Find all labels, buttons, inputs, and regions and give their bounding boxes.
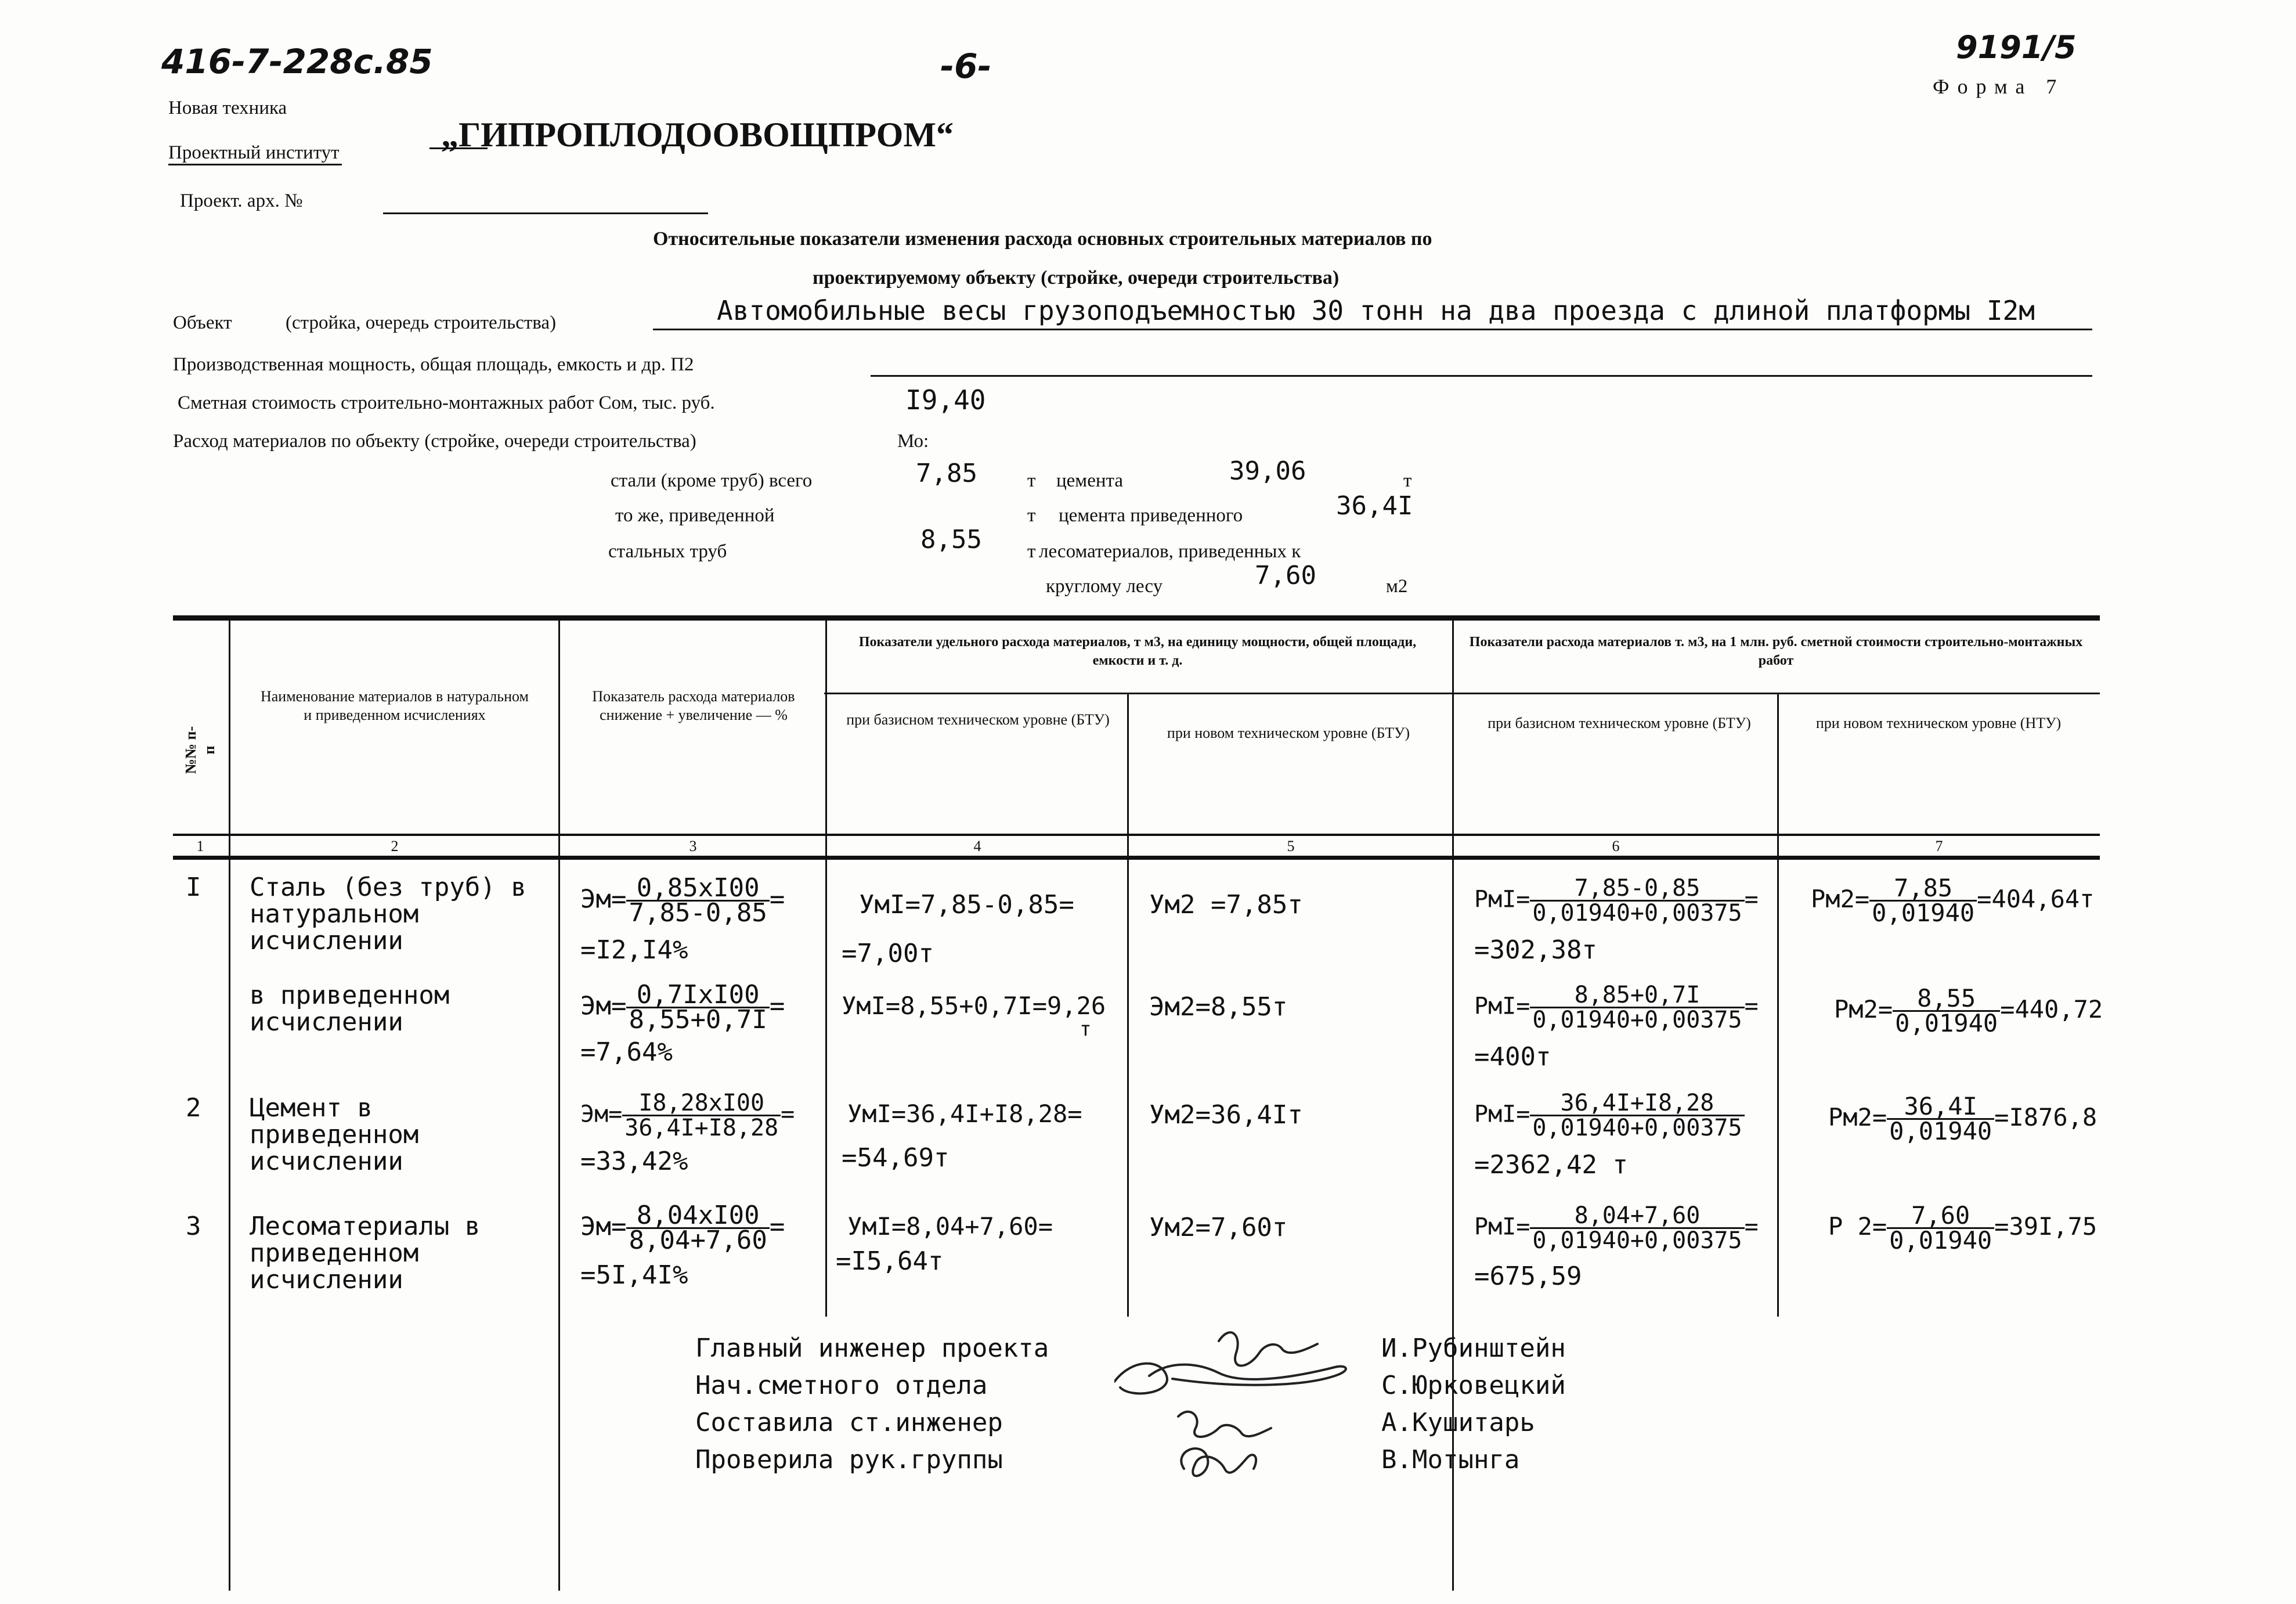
- row-1-col3-result: =I2,I4%: [580, 935, 688, 965]
- object-label: Объект: [173, 312, 232, 333]
- cement-reduced-value: 36,4I: [1336, 491, 1413, 521]
- col-divider-2: [558, 620, 560, 1591]
- header-col-number: №№ п-п: [182, 726, 218, 774]
- col-num-4: 4: [973, 838, 981, 855]
- sign-name-4: В.Мотынга: [1381, 1445, 1520, 1475]
- sign-role-2: Нач.сметного отдела: [695, 1371, 988, 1400]
- row-3-name: Лесоматериалы в приведенном исчислении: [250, 1212, 481, 1295]
- row-2-col5: Ум2=36,4Iт: [1149, 1100, 1303, 1130]
- object-underline: [653, 300, 2092, 330]
- row-2-col4-result: =54,69т: [842, 1143, 950, 1173]
- page-number: -6-: [940, 46, 992, 86]
- cement-value: 39,06: [1229, 456, 1306, 486]
- header-col-name: Наименование материалов в натуральном и приведенном исчислениях: [260, 688, 529, 723]
- sign-role-4: Проверила рук.группы: [695, 1445, 1003, 1475]
- col-divider-6: [1777, 693, 1779, 1317]
- steel-reduced-label: то же, приведенной: [615, 505, 775, 526]
- archive-number: 9191/5: [1956, 29, 2077, 66]
- row-1-name: Сталь (без труб) в натуральном исчислении: [250, 873, 526, 956]
- capacity-underline: [871, 355, 2092, 377]
- header-col-ntu-specific: при новом техническом уровне (БТУ): [1167, 724, 1410, 741]
- cement-reduced-label: цемента приведенного: [1059, 505, 1243, 526]
- archive-field-line: [383, 193, 708, 214]
- col-num-3: 3: [689, 838, 697, 855]
- handwritten-signatures: [1114, 1318, 1393, 1515]
- row-3-col5: Ум2=7,60т: [1149, 1213, 1288, 1242]
- title-line-2: проектируемому объекту (стройке, очереди строительства): [813, 267, 1340, 289]
- row-3-col3: Эм= $\frac{8,04хI00}{8,04+7,60}$ =: [580, 1201, 785, 1255]
- row-2-col6: РмI= $\frac{36,4I+I8,28}{0,01940+0,00375}$: [1474, 1091, 1745, 1140]
- row-3-number: 3: [186, 1212, 201, 1241]
- row-1-col5: Ум2 =7,85т: [1149, 890, 1303, 920]
- header-col-btu-specific: при базисном техническом уровне (БТУ): [846, 711, 1110, 728]
- group-rule: [824, 693, 2100, 694]
- cost-label: Сметная стоимость строительно-монтажных работ Сом, тыс. руб.: [178, 392, 715, 413]
- table-top-rule: [173, 615, 2100, 621]
- row-1b-col7: Рм2= $\frac{8,55}{0,01940}$ =440,72: [1834, 984, 2103, 1037]
- sign-role-1: Главный инженер проекта: [695, 1333, 1049, 1363]
- col-divider-1: [229, 620, 230, 1591]
- row-1b-col6-result: =400т: [1474, 1042, 1551, 1072]
- row-1b-col4: УмI=8,55+0,7I=9,26: [842, 992, 1106, 1020]
- header-group-cost: Показатели расхода материалов т. м3, на 1 млн. руб. сметной стоимости строительно-монтажных работ: [1469, 635, 2083, 668]
- row-3-col4-result: =I5,64т: [836, 1246, 944, 1276]
- row-2-col4: УмI=36,4I+I8,28=: [847, 1100, 1082, 1128]
- t-unit-3: т: [1027, 505, 1036, 526]
- institute-underline: [429, 147, 488, 149]
- row-2-name: Цемент в приведенном исчислении: [250, 1093, 419, 1176]
- institute-name: „ГИПРОПЛОДООВОЩПРОМ“: [441, 116, 954, 154]
- sign-name-1: И.Рубинштейн: [1381, 1333, 1566, 1363]
- pipes-label: стальных труб: [608, 541, 727, 562]
- sign-name-2: С.Юрковецкий: [1381, 1371, 1566, 1400]
- col-num-5: 5: [1287, 838, 1295, 855]
- capacity-label: Производственная мощность, общая площадь, емкость и др. П2: [173, 354, 694, 375]
- sign-name-3: А.Кушитарь: [1381, 1408, 1535, 1437]
- row-2-col3-result: =33,42%: [580, 1147, 688, 1176]
- t-unit-4: т: [1027, 541, 1036, 562]
- cement-label: цемента: [1056, 470, 1123, 491]
- col-num-7: 7: [1935, 838, 1943, 855]
- col-num-6: 6: [1612, 838, 1620, 855]
- row-1b-col3-result: =7,64%: [580, 1037, 673, 1067]
- col-num-2: 2: [391, 838, 399, 855]
- timber-label: лесоматериалов, приведенных к: [1039, 541, 1301, 562]
- steel-label: стали (кроме труб) всего: [611, 470, 813, 491]
- m2-unit: м2: [1386, 576, 1408, 597]
- row-1-col7: Рм2= $\frac{7,85}{0,01940}$ =404,64т: [1811, 874, 2095, 927]
- row-2-col6-result: =2362,42 т: [1474, 1150, 1628, 1180]
- header-col-btu-cost: при базисном техническом уровне (БТУ): [1488, 715, 1751, 731]
- row-1-col3: Эм= $\frac{0,85хI00}{7,85-0,85}$ =: [580, 873, 785, 928]
- row-1-number: I: [186, 873, 201, 902]
- object-value: Автомобильные весы грузоподъемностью 30 тонн на два проезда с длиной платформы I2м: [717, 295, 2035, 326]
- header-col-ntu-cost: при новом техническом уровне (НТУ): [1815, 715, 2062, 731]
- doc-code: 416-7-228с.85: [161, 42, 433, 81]
- number-row-rule: [173, 856, 2100, 860]
- row-1-col4-result: =7,00т: [842, 939, 934, 968]
- row-1b-col5: Эм2=8,55т: [1149, 992, 1288, 1022]
- row-3-col6: РмI= $\frac{8,04+7,60}{0,01940+0,00375}$ =: [1474, 1202, 1759, 1254]
- row-1b-col3: Эм= $\frac{\text{0,7IхI00}}{8,55+0,7I}$ =: [580, 980, 785, 1035]
- row-2-col7: Рм2= $\frac{36,4I}{0,01940}$ =I876,8: [1828, 1092, 2098, 1145]
- header-col-indicator: Показатель расхода материалов снижение + увеличение — %: [592, 688, 795, 723]
- row-1b-name: в приведенном исчислении: [250, 981, 450, 1037]
- row-1b-col6: РмI= $\frac{8,85+0,7I}{0,01940+0,00375}$ =: [1474, 982, 1759, 1033]
- form-label: Форма 7: [1933, 75, 2065, 98]
- cost-value: I9,40: [905, 384, 986, 416]
- timber-label-2: круглому лесу: [1046, 576, 1163, 597]
- title-line-1: Относительные показатели изменения расхода основных строительных материалов по: [653, 228, 1432, 250]
- header-group-specific: Показатели удельного расхода материалов, т м3, на единицу мощности, общей площади, емкости и т. д.: [858, 635, 1417, 668]
- t-unit-2: т: [1403, 470, 1412, 491]
- row-1-col4: УмI=7,85-0,85=: [859, 890, 1074, 920]
- archive-label: Проект. арх. №: [180, 190, 303, 211]
- consumption-label: Расход материалов по объекту (стройке, очереди строительства): [173, 431, 696, 452]
- object-sublabel: (стройка, очередь строительства): [286, 312, 557, 333]
- col-num-1: 1: [196, 838, 204, 855]
- row-2-number: 2: [186, 1093, 201, 1123]
- row-3-col6-result: =675,59: [1474, 1261, 1582, 1291]
- t-unit-1: т: [1027, 470, 1036, 491]
- col-divider-3: [825, 620, 827, 1317]
- steel-value: 7,85: [916, 459, 977, 488]
- timber-value: 7,60: [1255, 561, 1316, 590]
- sign-role-3: Составила ст.инженер: [695, 1408, 1003, 1437]
- row-2-col3: Эм= $\frac{I8,28хI00}{36,4I+I8,28}$ =: [580, 1090, 795, 1141]
- row-1b-col4-unit: т: [1080, 1018, 1092, 1041]
- row-3-col3-result: =5I,4I%: [580, 1260, 688, 1290]
- row-3-col7: Р 2= $\frac{7,60}{0,01940}$ =39I,75: [1828, 1201, 2098, 1255]
- institute-label: Проектный институт: [168, 142, 342, 165]
- pipes-value: 8,55: [920, 525, 982, 554]
- row-3-col4: УмI=8,04+7,60=: [847, 1212, 1053, 1241]
- new-tech-label: Новая техника: [168, 98, 287, 118]
- col-divider-4: [1127, 693, 1129, 1317]
- mo-label: Мо:: [897, 431, 929, 452]
- row-1-col6-result: =302,38т: [1474, 935, 1597, 965]
- row-1-col6: РмI= $\frac{7,85-0,85}{0,01940+0,00375}$ =: [1474, 875, 1759, 927]
- header-rule: [173, 834, 2100, 836]
